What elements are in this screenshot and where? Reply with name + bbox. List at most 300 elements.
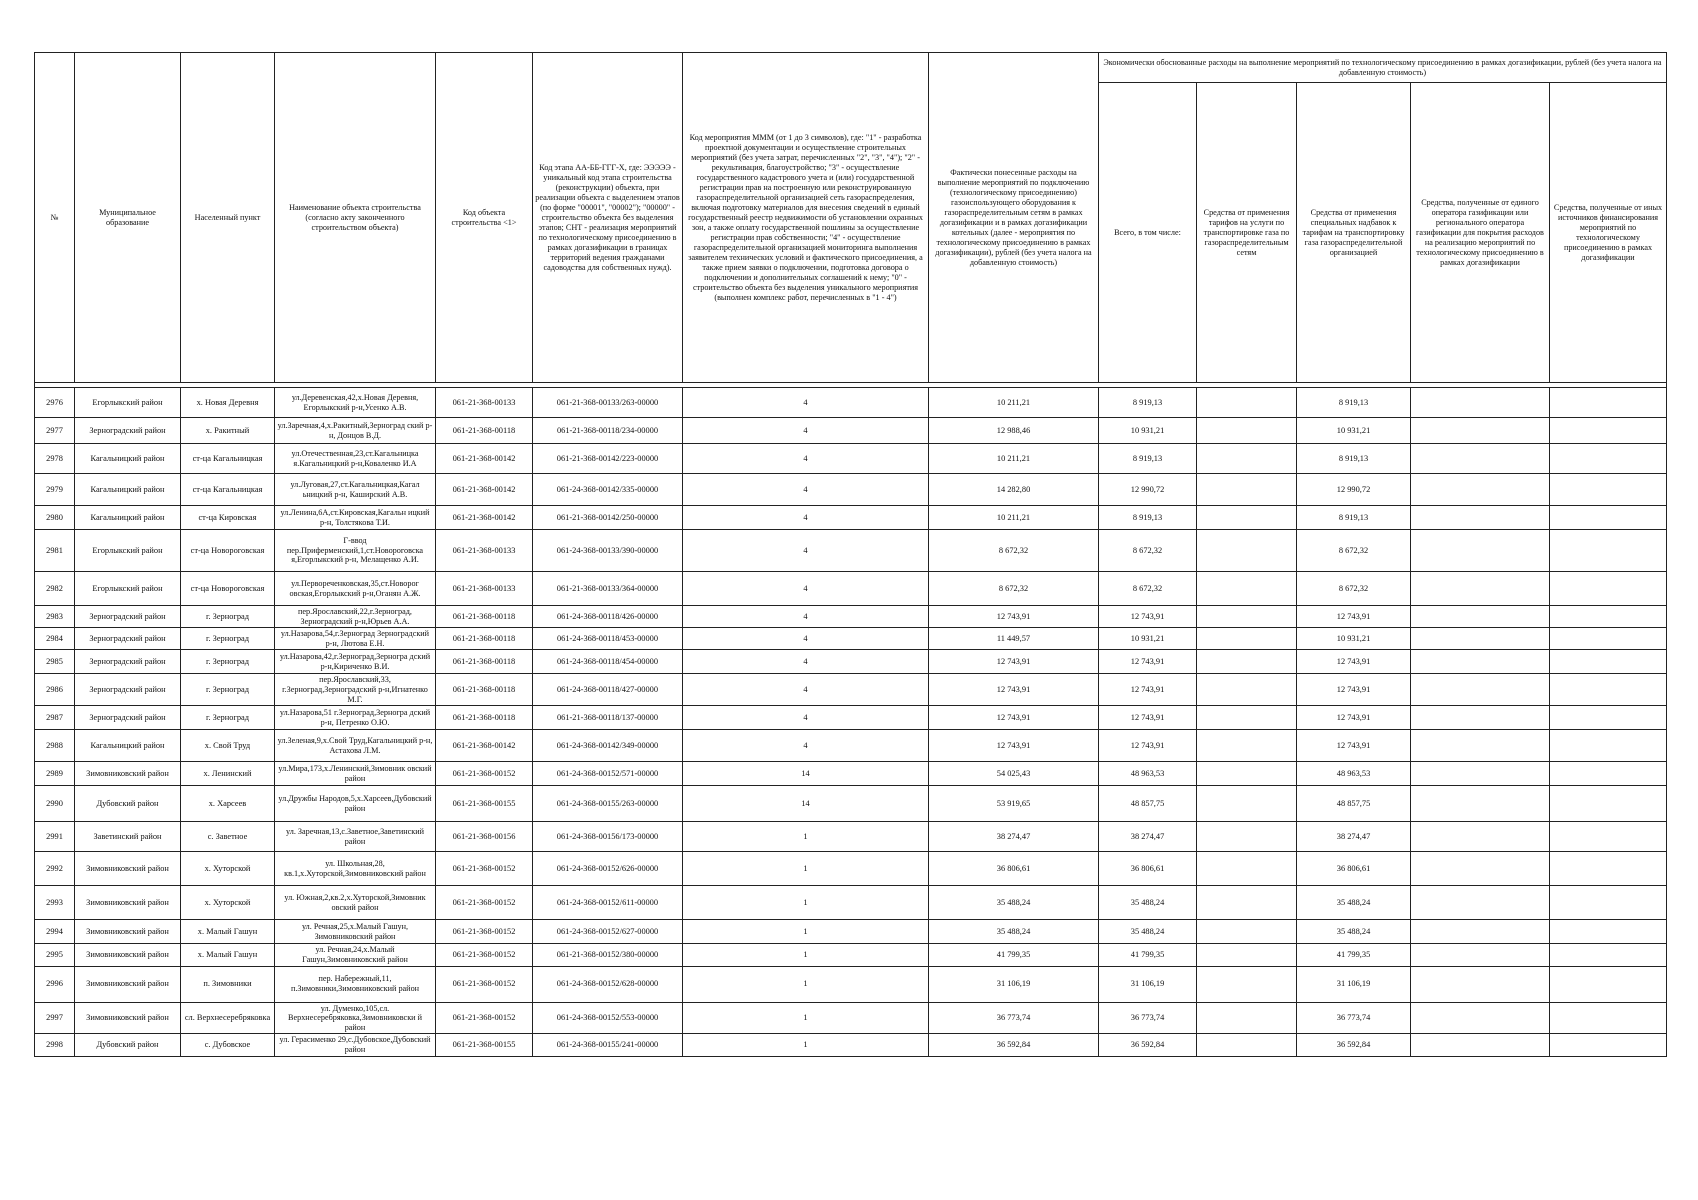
cell-single-operator (1411, 388, 1550, 418)
cell-other-sources (1550, 388, 1667, 418)
header-municipality: Муниципальное образование (75, 53, 181, 383)
cell-object-code: 061-21-368-00156 (436, 822, 533, 852)
cell-measure-code: 1 (683, 966, 929, 1002)
cell-stage-code: 061-21-368-00118/137-00000 (533, 706, 683, 730)
cell-measure-code: 4 (683, 506, 929, 530)
cell-tariff-transport (1197, 628, 1297, 650)
table-row (35, 966, 1667, 1002)
cell-object-code: 061-21-368-00152 (436, 852, 533, 886)
cell-municipality: Зимовниковский район (75, 920, 181, 944)
cell-municipality: Зерноградский район (75, 418, 181, 444)
cell-address: ул.Зеленая,9,х.Свой Труд,Кагальницкий р-н, Астахова Л.М. (275, 730, 436, 762)
cell-address: ул. Школьная,28, кв.1,х.Хуторской,Зимовниковский район (275, 852, 436, 886)
cell-actual-costs: 36 806,61 (929, 852, 1099, 886)
cell-municipality: Кагальницкий район (75, 444, 181, 474)
table-row (35, 674, 1667, 706)
cell-tariff-transport (1197, 606, 1297, 628)
cell-num: 2996 (35, 966, 75, 1002)
cell-settlement: х. Малый Гашун (181, 920, 275, 944)
cell-single-operator (1411, 1034, 1550, 1056)
cell-total: 8 672,32 (1099, 530, 1197, 572)
cell-other-sources (1550, 1002, 1667, 1034)
cell-single-operator (1411, 572, 1550, 606)
cell-single-operator (1411, 966, 1550, 1002)
cell-stage-code: 061-24-368-00152/626-00000 (533, 852, 683, 886)
cell-single-operator (1411, 444, 1550, 474)
cell-other-sources (1550, 822, 1667, 852)
cell-num: 2985 (35, 650, 75, 674)
cell-other-sources (1550, 444, 1667, 474)
table-header (35, 53, 1667, 388)
cell-single-operator (1411, 674, 1550, 706)
cell-municipality: Заветинский район (75, 822, 181, 852)
cell-settlement: г. Зерноград (181, 628, 275, 650)
cell-single-operator (1411, 650, 1550, 674)
cell-actual-costs: 54 025,43 (929, 762, 1099, 786)
cell-actual-costs: 36 592,84 (929, 1034, 1099, 1056)
cell-special-markups: 8 919,13 (1297, 388, 1411, 418)
cell-settlement: с. Заветное (181, 822, 275, 852)
cell-settlement: х. Хуторской (181, 852, 275, 886)
header-stage-code: Код этапа АА-ББ-ГГГ-Х, где: ЭЭЭЭЭ - уникальный код этапа строительства (реконструкции) объекта, при реализации объекта с выделением этапов (по форме "00001", "00002"); "00000" - строительство объекта без выделения этапов; СНТ - реализация мероприятий по технологическому присоединению в рамках догазификации в границах территорий ведения гражданами садоводства для собственных нужд). (533, 53, 683, 383)
cell-object-code: 061-21-368-00152 (436, 1002, 533, 1034)
cell-address: ул. Заречная,13,с.Заветное,Заветинский район (275, 822, 436, 852)
cell-actual-costs: 12 743,91 (929, 674, 1099, 706)
cell-stage-code: 061-21-368-00118/234-00000 (533, 418, 683, 444)
cell-address: пер.Ярославский,22,г.Зерноград, Зерноградский р-н,Юрьев А.А. (275, 606, 436, 628)
cell-special-markups: 8 919,13 (1297, 444, 1411, 474)
cell-single-operator (1411, 606, 1550, 628)
cell-other-sources (1550, 706, 1667, 730)
table-row (35, 418, 1667, 444)
cell-total: 48 963,53 (1099, 762, 1197, 786)
cell-municipality: Зерноградский район (75, 628, 181, 650)
cell-municipality: Зерноградский район (75, 674, 181, 706)
cell-tariff-transport (1197, 1034, 1297, 1056)
cell-tariff-transport (1197, 444, 1297, 474)
cell-measure-code: 4 (683, 572, 929, 606)
cell-municipality: Кагальницкий район (75, 730, 181, 762)
cell-settlement: ст-ца Новороговская (181, 530, 275, 572)
cell-settlement: х. Ракитный (181, 418, 275, 444)
cell-other-sources (1550, 606, 1667, 628)
cell-tariff-transport (1197, 920, 1297, 944)
cell-total: 8 919,13 (1099, 444, 1197, 474)
cell-special-markups: 48 963,53 (1297, 762, 1411, 786)
cell-measure-code: 4 (683, 706, 929, 730)
cell-stage-code: 061-21-368-00152/380-00000 (533, 944, 683, 966)
cell-other-sources (1550, 530, 1667, 572)
cell-special-markups: 35 488,24 (1297, 886, 1411, 920)
cell-actual-costs: 10 211,21 (929, 388, 1099, 418)
cell-address: ул. Речная,25,х.Малый Гашун, Зимовниковский район (275, 920, 436, 944)
table-row (35, 628, 1667, 650)
cell-object-code: 061-21-368-00142 (436, 474, 533, 506)
cell-measure-code: 4 (683, 444, 929, 474)
cell-total: 36 806,61 (1099, 852, 1197, 886)
cell-single-operator (1411, 920, 1550, 944)
cell-tariff-transport (1197, 852, 1297, 886)
cell-object-code: 061-21-368-00133 (436, 530, 533, 572)
cell-settlement: ст-ца Кировская (181, 506, 275, 530)
cell-num: 2989 (35, 762, 75, 786)
cell-municipality: Кагальницкий район (75, 506, 181, 530)
cell-total: 35 488,24 (1099, 920, 1197, 944)
cell-other-sources (1550, 418, 1667, 444)
cell-settlement: х. Малый Гашун (181, 944, 275, 966)
cell-other-sources (1550, 506, 1667, 530)
cell-address: ул.Заречная,4,х.Ракитный,Зерноград ский р-н, Донцов В.Д. (275, 418, 436, 444)
cell-settlement: х. Хуторской (181, 886, 275, 920)
cell-municipality: Зимовниковский район (75, 1002, 181, 1034)
cell-total: 8 672,32 (1099, 572, 1197, 606)
table-row (35, 506, 1667, 530)
cell-measure-code: 4 (683, 388, 929, 418)
cell-num: 2998 (35, 1034, 75, 1056)
cell-address: ул.Назарова,42,г.Зерноград,Зерногра дский р-н,Кириченко В.И. (275, 650, 436, 674)
cell-other-sources (1550, 920, 1667, 944)
cell-municipality: Егорлыкский район (75, 388, 181, 418)
cell-address: ул. Герасименко 29,с.Дубовское,Дубовский район (275, 1034, 436, 1056)
cell-measure-code: 1 (683, 944, 929, 966)
cell-actual-costs: 14 282,80 (929, 474, 1099, 506)
cell-special-markups: 8 919,13 (1297, 506, 1411, 530)
cell-other-sources (1550, 886, 1667, 920)
cell-single-operator (1411, 530, 1550, 572)
cell-measure-code: 4 (683, 730, 929, 762)
cell-tariff-transport (1197, 886, 1297, 920)
cell-stage-code: 061-21-368-00133/364-00000 (533, 572, 683, 606)
header-total: Всего, в том числе: (1099, 83, 1197, 383)
cell-num: 2988 (35, 730, 75, 762)
cell-tariff-transport (1197, 530, 1297, 572)
cell-measure-code: 4 (683, 418, 929, 444)
cell-single-operator (1411, 506, 1550, 530)
cell-other-sources (1550, 966, 1667, 1002)
cell-stage-code: 061-24-368-00152/553-00000 (533, 1002, 683, 1034)
cell-settlement: ст-ца Кагальницкая (181, 444, 275, 474)
cell-tariff-transport (1197, 944, 1297, 966)
cell-total: 12 990,72 (1099, 474, 1197, 506)
cell-municipality: Зерноградский район (75, 606, 181, 628)
table-row (35, 852, 1667, 886)
cell-other-sources (1550, 650, 1667, 674)
cell-stage-code: 061-24-368-00152/628-00000 (533, 966, 683, 1002)
cell-municipality: Зимовниковский район (75, 886, 181, 920)
cell-address: пер.Ярославский,33, г.Зерноград,Зерноградский р-н,Игнатенко М.Г. (275, 674, 436, 706)
table-body (35, 388, 1667, 1057)
cell-total: 10 931,21 (1099, 628, 1197, 650)
cell-stage-code: 061-24-368-00142/349-00000 (533, 730, 683, 762)
cell-address: ул.Мира,173,х.Ленинский,Зимовник овский район (275, 762, 436, 786)
cell-address: ул.Дружбы Народов,5,х.Харсеев,Дубовский район (275, 786, 436, 822)
cell-object-code: 061-21-368-00133 (436, 572, 533, 606)
cell-actual-costs: 12 743,91 (929, 706, 1099, 730)
cell-total: 12 743,91 (1099, 606, 1197, 628)
cell-other-sources (1550, 572, 1667, 606)
cell-num: 2994 (35, 920, 75, 944)
cell-other-sources (1550, 762, 1667, 786)
cell-measure-code: 4 (683, 628, 929, 650)
header-object-name: Наименование объекта строительства (согласно акту законченного строительством объекта) (275, 53, 436, 383)
cell-single-operator (1411, 730, 1550, 762)
cell-num: 2992 (35, 852, 75, 886)
cell-address: ул.Назарова,54,г.Зерноград Зерноградский р-н, Лютова Е.Н. (275, 628, 436, 650)
cell-municipality: Дубовский район (75, 1034, 181, 1056)
cell-municipality: Егорлыкский район (75, 572, 181, 606)
cell-num: 2991 (35, 822, 75, 852)
cell-special-markups: 48 857,75 (1297, 786, 1411, 822)
cell-measure-code: 1 (683, 920, 929, 944)
cell-settlement: ст-ца Кагальницкая (181, 474, 275, 506)
cell-actual-costs: 12 743,91 (929, 606, 1099, 628)
table-row (35, 886, 1667, 920)
cell-single-operator (1411, 762, 1550, 786)
cell-object-code: 061-21-368-00118 (436, 674, 533, 706)
cell-actual-costs: 11 449,57 (929, 628, 1099, 650)
cell-tariff-transport (1197, 786, 1297, 822)
cell-measure-code: 4 (683, 674, 929, 706)
cell-num: 2979 (35, 474, 75, 506)
table-row (35, 572, 1667, 606)
cell-other-sources (1550, 628, 1667, 650)
cell-stage-code: 061-24-368-00152/611-00000 (533, 886, 683, 920)
cell-stage-code: 061-21-368-00133/263-00000 (533, 388, 683, 418)
cell-municipality: Зимовниковский район (75, 966, 181, 1002)
cell-special-markups: 35 488,24 (1297, 920, 1411, 944)
cell-address: ул. Думенко,105,сл. Верхнесеребряковка,Зимовниковски й район (275, 1002, 436, 1034)
cell-actual-costs: 31 106,19 (929, 966, 1099, 1002)
cell-actual-costs: 35 488,24 (929, 920, 1099, 944)
cell-stage-code: 061-24-368-00118/426-00000 (533, 606, 683, 628)
cell-single-operator (1411, 418, 1550, 444)
cell-municipality: Кагальницкий район (75, 474, 181, 506)
cell-total: 12 743,91 (1099, 674, 1197, 706)
cell-municipality: Дубовский район (75, 786, 181, 822)
cell-tariff-transport (1197, 388, 1297, 418)
cell-stage-code: 061-24-368-00155/241-00000 (533, 1034, 683, 1056)
cell-tariff-transport (1197, 674, 1297, 706)
cell-measure-code: 1 (683, 1002, 929, 1034)
cell-total: 10 931,21 (1099, 418, 1197, 444)
cell-single-operator (1411, 886, 1550, 920)
cell-measure-code: 1 (683, 852, 929, 886)
cell-tariff-transport (1197, 418, 1297, 444)
cell-special-markups: 36 806,61 (1297, 852, 1411, 886)
cell-special-markups: 38 274,47 (1297, 822, 1411, 852)
cell-settlement: х. Ленинский (181, 762, 275, 786)
table-row (35, 944, 1667, 966)
cell-measure-code: 1 (683, 1034, 929, 1056)
cell-single-operator (1411, 706, 1550, 730)
table-row (35, 920, 1667, 944)
cell-stage-code: 061-24-368-00152/571-00000 (533, 762, 683, 786)
cell-object-code: 061-21-368-00152 (436, 966, 533, 1002)
cell-num: 2995 (35, 944, 75, 966)
cell-num: 2981 (35, 530, 75, 572)
cell-total: 31 106,19 (1099, 966, 1197, 1002)
cell-special-markups: 31 106,19 (1297, 966, 1411, 1002)
cell-settlement: сл. Верхнесеребряковка (181, 1002, 275, 1034)
cell-special-markups: 12 743,91 (1297, 650, 1411, 674)
cell-actual-costs: 12 988,46 (929, 418, 1099, 444)
cell-num: 2990 (35, 786, 75, 822)
cell-total: 12 743,91 (1099, 650, 1197, 674)
cell-tariff-transport (1197, 1002, 1297, 1034)
cell-other-sources (1550, 786, 1667, 822)
cell-actual-costs: 8 672,32 (929, 530, 1099, 572)
cell-total: 12 743,91 (1099, 706, 1197, 730)
cell-settlement: х. Харсеев (181, 786, 275, 822)
cell-actual-costs: 12 743,91 (929, 730, 1099, 762)
cell-tariff-transport (1197, 730, 1297, 762)
cell-actual-costs: 38 274,47 (929, 822, 1099, 852)
cell-single-operator (1411, 786, 1550, 822)
cell-total: 36 592,84 (1099, 1034, 1197, 1056)
cell-total: 38 274,47 (1099, 822, 1197, 852)
table-row (35, 388, 1667, 418)
cell-measure-code: 4 (683, 606, 929, 628)
cell-settlement: г. Зерноград (181, 650, 275, 674)
cell-single-operator (1411, 822, 1550, 852)
cell-municipality: Зимовниковский район (75, 762, 181, 786)
cell-other-sources (1550, 474, 1667, 506)
table-row (35, 1002, 1667, 1034)
cell-special-markups: 8 672,32 (1297, 572, 1411, 606)
header-special-markups: Средства от применения специальных надбавок к тарифам на транспортировку газа газораспределительной организацией (1297, 83, 1411, 383)
cell-address: пер. Набережный,11, п.Зимовники,Зимовниковский район (275, 966, 436, 1002)
cell-measure-code: 14 (683, 762, 929, 786)
cell-stage-code: 061-24-368-00118/453-00000 (533, 628, 683, 650)
cell-stage-code: 061-24-368-00142/335-00000 (533, 474, 683, 506)
cell-num: 2980 (35, 506, 75, 530)
cell-total: 48 857,75 (1099, 786, 1197, 822)
cell-measure-code: 4 (683, 530, 929, 572)
cell-other-sources (1550, 674, 1667, 706)
cell-object-code: 061-21-368-00152 (436, 886, 533, 920)
cell-special-markups: 12 990,72 (1297, 474, 1411, 506)
cell-settlement: г. Зерноград (181, 606, 275, 628)
cell-actual-costs: 12 743,91 (929, 650, 1099, 674)
cell-stage-code: 061-21-368-00142/223-00000 (533, 444, 683, 474)
cell-actual-costs: 36 773,74 (929, 1002, 1099, 1034)
cell-address: Г-ввод пер.Приферменский,1,ст.Новороговска я,Егорлыкский р-н, Мелащенко А.И. (275, 530, 436, 572)
table-row (35, 1034, 1667, 1056)
cell-object-code: 061-21-368-00118 (436, 418, 533, 444)
cell-stage-code: 061-24-368-00152/627-00000 (533, 920, 683, 944)
cell-actual-costs: 8 672,32 (929, 572, 1099, 606)
header-measure-code: Код мероприятия МММ (от 1 до 3 символов), где: "1" - разработка проектной документации и осуществление строительных мероприятий (без учета затрат, перечисленных "2", "3", "4"); "2" - рекультивация, благоустройство; "3" - осуществление государственного кадастрового учета и (или) государственной регистрации прав на построенную или реконструированную газораспределительной организацией сеть газораспределения, включая подготовку материалов для внесения сведений в единый государственный реестр недвижимости об установлении охранных зон, а также оплату государственной пошлины за осуществление регистрации прав собственности; "4" - осуществление газораспределительной организацией мониторинга выполнения заявителем технических условий и фактического присоединения, а также прием заявки о подключении, подготовка договора о подключении и дополнительных соглашений к нему; "0" - строительство объекта без выделения уникального мероприятия (выполнен комплекс работ, перечисленных в "1 - 4") (683, 53, 929, 383)
cell-total: 36 773,74 (1099, 1002, 1197, 1034)
cell-num: 2983 (35, 606, 75, 628)
cell-municipality: Зерноградский район (75, 706, 181, 730)
cell-other-sources (1550, 852, 1667, 886)
cell-address: ул.Отечественная,23,ст.Кагальницка я.Кагальницкий р-н,Коваленко И.А (275, 444, 436, 474)
cell-address: ул. Речная,24,х.Малый Гашун,Зимовниковский район (275, 944, 436, 966)
cell-single-operator (1411, 852, 1550, 886)
cell-measure-code: 14 (683, 786, 929, 822)
cell-special-markups: 12 743,91 (1297, 674, 1411, 706)
header-economic-group: Экономически обоснованные расходы на выполнение мероприятий по технологическому присоединению в рамках догазификации, рублей (без учета налога на добавленную стоимость) (1099, 53, 1667, 83)
cell-measure-code: 4 (683, 474, 929, 506)
cell-num: 2993 (35, 886, 75, 920)
table-row (35, 730, 1667, 762)
cell-special-markups: 12 743,91 (1297, 730, 1411, 762)
table-row (35, 606, 1667, 628)
cell-num: 2986 (35, 674, 75, 706)
cell-tariff-transport (1197, 506, 1297, 530)
cell-settlement: х. Свой Труд (181, 730, 275, 762)
cell-measure-code: 1 (683, 886, 929, 920)
header-num: № (35, 53, 75, 383)
table-row (35, 444, 1667, 474)
cell-single-operator (1411, 1002, 1550, 1034)
cell-address: ул.Первореченковская,35,ст.Новорог овская,Егорлыкский р-н,Оганян А.Ж. (275, 572, 436, 606)
header-other-sources: Средства, полученные от иных источников финансирования мероприятий по технологическому присоединению в рамках догазификации (1550, 83, 1667, 383)
cell-single-operator (1411, 944, 1550, 966)
cell-measure-code: 1 (683, 822, 929, 852)
header-settlement: Населенный пункт (181, 53, 275, 383)
cell-settlement: х. Новая Деревня (181, 388, 275, 418)
cell-object-code: 061-21-368-00155 (436, 1034, 533, 1056)
cell-num: 2997 (35, 1002, 75, 1034)
cell-object-code: 061-21-368-00142 (436, 506, 533, 530)
cell-settlement: с. Дубовское (181, 1034, 275, 1056)
cell-actual-costs: 35 488,24 (929, 886, 1099, 920)
cell-object-code: 061-21-368-00152 (436, 920, 533, 944)
table-row (35, 474, 1667, 506)
cell-num: 2978 (35, 444, 75, 474)
cell-actual-costs: 10 211,21 (929, 444, 1099, 474)
cell-single-operator (1411, 474, 1550, 506)
cell-object-code: 061-21-368-00152 (436, 762, 533, 786)
cell-settlement: п. Зимовники (181, 966, 275, 1002)
cell-total: 41 799,35 (1099, 944, 1197, 966)
cell-object-code: 061-21-368-00118 (436, 628, 533, 650)
table-row (35, 822, 1667, 852)
table-row (35, 650, 1667, 674)
cell-object-code: 061-21-368-00142 (436, 730, 533, 762)
cell-num: 2976 (35, 388, 75, 418)
cell-municipality: Егорлыкский район (75, 530, 181, 572)
cell-address: ул.Назарова,51 г.Зерноград,Зерногра дский р-н, Петренко О.Ю. (275, 706, 436, 730)
cell-address: ул.Деревенская,42,х.Новая Деревня, Егорлыкский р-н,Усенко А.В. (275, 388, 436, 418)
report-sheet (34, 52, 1666, 1057)
cell-municipality: Зимовниковский район (75, 852, 181, 886)
cell-settlement: ст-ца Новороговская (181, 572, 275, 606)
table-row (35, 530, 1667, 572)
cell-other-sources (1550, 944, 1667, 966)
cell-actual-costs: 10 211,21 (929, 506, 1099, 530)
cell-total: 8 919,13 (1099, 506, 1197, 530)
cell-special-markups: 12 743,91 (1297, 606, 1411, 628)
cell-total: 12 743,91 (1099, 730, 1197, 762)
cell-total: 8 919,13 (1099, 388, 1197, 418)
cell-other-sources (1550, 1034, 1667, 1056)
table-row (35, 706, 1667, 730)
cell-tariff-transport (1197, 706, 1297, 730)
table-row (35, 786, 1667, 822)
cell-tariff-transport (1197, 822, 1297, 852)
cell-single-operator (1411, 628, 1550, 650)
cell-settlement: г. Зерноград (181, 674, 275, 706)
header-single-operator: Средства, полученные от единого оператора газификации или регионального оператора газификации для покрытия расходов на реализацию мероприятий по технологическому присоединению в рамках догазификации (1411, 83, 1550, 383)
cell-object-code: 061-21-368-00133 (436, 388, 533, 418)
cell-address: ул.Луговая,27,ст.Кагальницкая,Кагал ьницкий р-н, Каширский А.В. (275, 474, 436, 506)
cell-special-markups: 36 773,74 (1297, 1002, 1411, 1034)
cell-tariff-transport (1197, 650, 1297, 674)
cell-special-markups: 36 592,84 (1297, 1034, 1411, 1056)
